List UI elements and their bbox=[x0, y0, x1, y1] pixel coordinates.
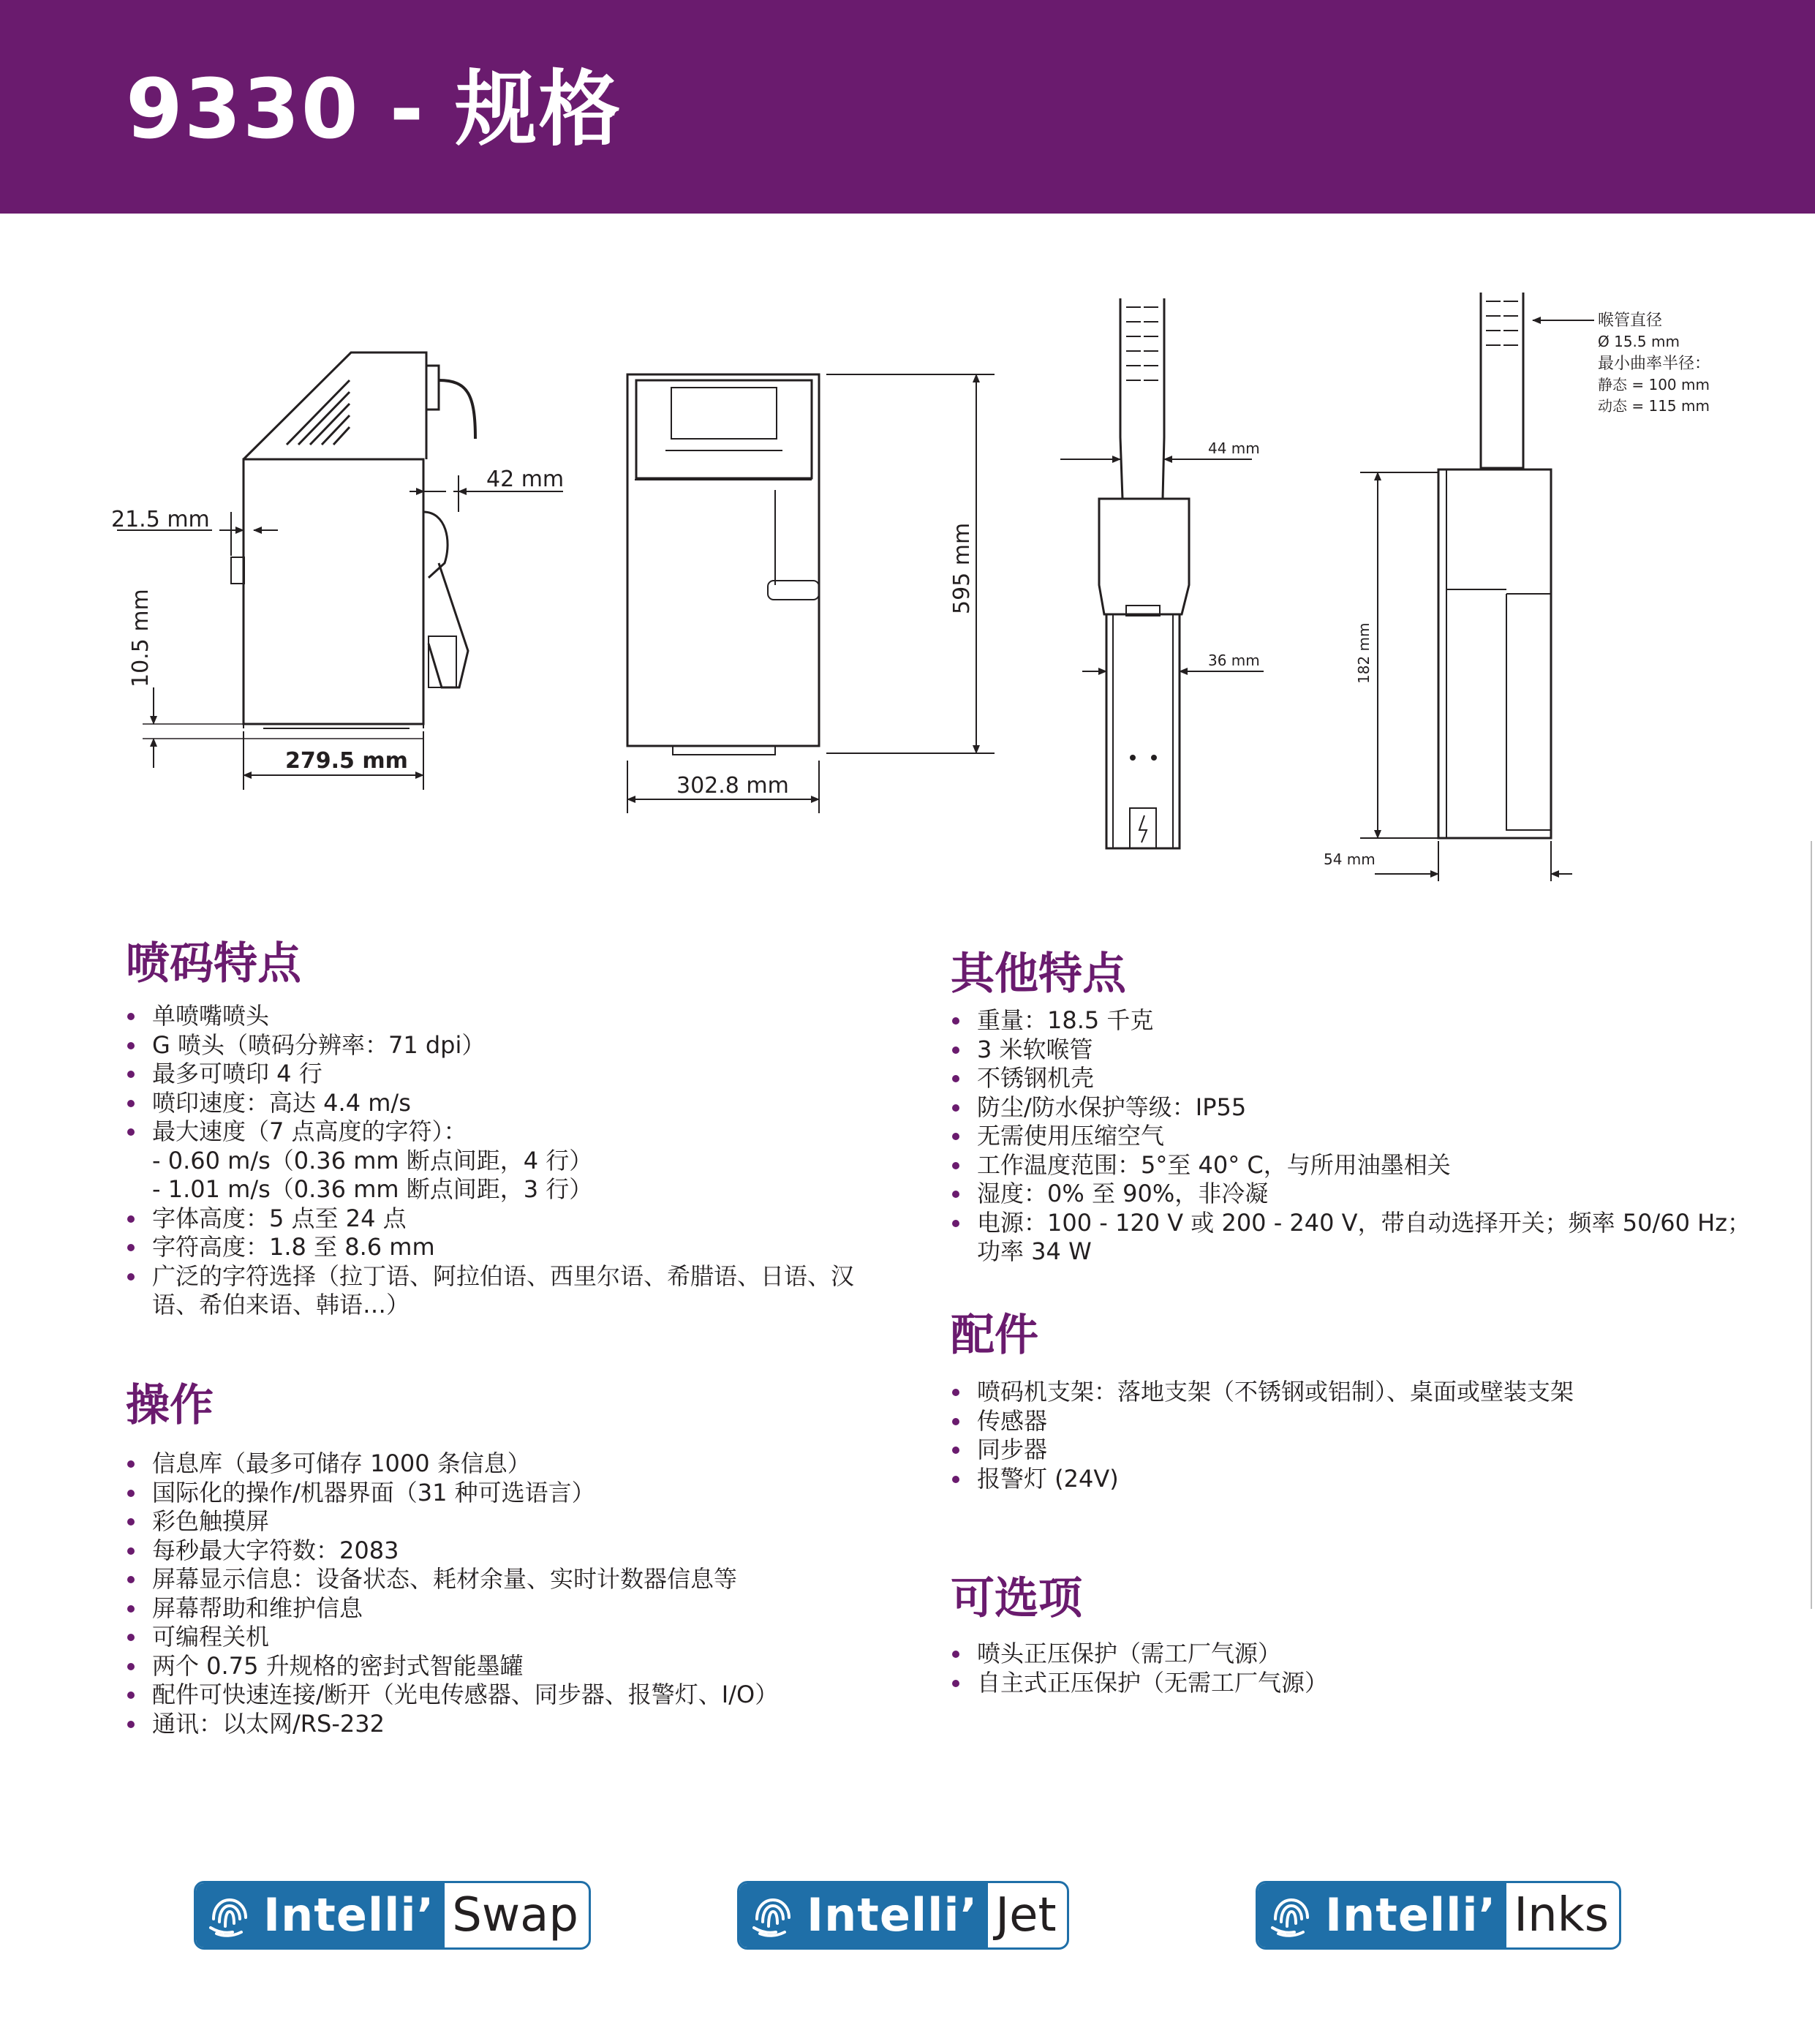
list-item: 广泛的字符选择（拉丁语、阿拉伯语、西里尔语、希腊语、日语、汉 bbox=[126, 1262, 916, 1291]
logo-brand: Intelli’ bbox=[1325, 1888, 1497, 1942]
list-item: 彩色触摸屏 bbox=[126, 1507, 916, 1536]
page-title: 9330 - 规格 bbox=[126, 62, 622, 157]
list-item: 电源：100 - 120 V 或 200 - 240 V，带自动选择开关；频率 50/60 Hz； bbox=[951, 1209, 1784, 1238]
svg-text:静态 = 100 mm: 静态 = 100 mm bbox=[1598, 376, 1710, 393]
list-item: 信息库（最多可储存 1000 条信息） bbox=[126, 1449, 916, 1479]
list-item: 喷码机支架：落地支架（不锈钢或铝制）、桌面或壁装支架 bbox=[951, 1378, 1784, 1407]
logo-intelli-swap bbox=[194, 1881, 591, 1950]
list-item: 配件可快速连接/断开（光电传感器、同步器、报警灯、I/O） bbox=[126, 1681, 916, 1710]
list-item: 重量：18.5 千克 bbox=[951, 1006, 1784, 1036]
dim-front-width: 302.8 mm bbox=[676, 773, 789, 799]
side-view-drawing bbox=[117, 352, 563, 790]
dim-side-width: 279.5 mm bbox=[285, 748, 408, 774]
list-item: 单喷嘴喷头 bbox=[126, 1002, 916, 1031]
list-item: 喷印速度：高达 4.4 m/s bbox=[126, 1089, 916, 1118]
section-options bbox=[951, 1569, 1784, 1697]
list-item: 可编程关机 bbox=[126, 1623, 916, 1652]
dim-side-offset: 21.5 mm bbox=[111, 507, 210, 532]
dim-head-inner: 36 mm bbox=[1208, 652, 1260, 669]
logo-suffix: Inks bbox=[1514, 1888, 1610, 1942]
section-title: 喷码特点 bbox=[126, 938, 301, 989]
list-item: 字体高度：5 点至 24 点 bbox=[126, 1204, 916, 1234]
section-title: 可选项 bbox=[951, 1573, 1082, 1624]
dim-side-foot: 10.5 mm bbox=[128, 589, 154, 687]
list-item: 工作温度范围：5°至 40° C，与所用油墨相关 bbox=[951, 1151, 1784, 1180]
list-subitem: - 0.60 m/s（0.36 mm 断点间距，4 行） bbox=[152, 1146, 593, 1174]
fingerprint-icon bbox=[1265, 1890, 1316, 1941]
list-item: 无需使用压缩空气 bbox=[951, 1122, 1784, 1151]
list-item: 同步器 bbox=[951, 1436, 1784, 1465]
list-item: 自主式正压保护（无需工厂气源） bbox=[951, 1669, 1784, 1698]
list-item: 报警灯 (24V) bbox=[951, 1465, 1784, 1494]
svg-text:动态 = 115 mm: 动态 = 115 mm bbox=[1598, 397, 1710, 415]
list-item: 通讯：以太网/RS-232 bbox=[126, 1710, 916, 1739]
dim-front-height: 595 mm bbox=[949, 522, 975, 614]
list-item: 字符高度：1.8 至 8.6 mm bbox=[126, 1233, 916, 1262]
list-item: 屏幕显示信息：设备状态、耗材余量、实时计数器信息等 bbox=[126, 1565, 916, 1594]
list-item: 传感器 bbox=[951, 1407, 1784, 1436]
page-edge-rule bbox=[1811, 841, 1812, 1609]
list-item: 防尘/防水保护等级：IP55 bbox=[951, 1093, 1784, 1123]
list-item: G 喷头（喷码分辨率：71 dpi） bbox=[126, 1031, 916, 1060]
logo-intelli-jet bbox=[737, 1881, 1069, 1950]
section-other bbox=[951, 945, 1784, 1267]
dim-head-height: 182 mm bbox=[1355, 622, 1373, 684]
umbilical-note bbox=[1598, 312, 1710, 415]
printhead-side-drawing bbox=[1360, 293, 1594, 881]
logo-brand: Intelli’ bbox=[263, 1888, 435, 1942]
section-title: 其他特点 bbox=[951, 949, 1126, 1000]
svg-text:Ø 15.5 mm: Ø 15.5 mm bbox=[1598, 333, 1680, 350]
section-accessories bbox=[951, 1306, 1784, 1493]
list-subitem: 功率 34 W bbox=[977, 1237, 1092, 1265]
logo-suffix: Swap bbox=[452, 1888, 579, 1942]
section-operation bbox=[126, 1376, 916, 1738]
dim-head-depth: 54 mm bbox=[1324, 851, 1376, 868]
section-coding bbox=[126, 935, 916, 1320]
list-item: 不锈钢机壳 bbox=[951, 1064, 1784, 1093]
logo-brand: Intelli’ bbox=[807, 1888, 978, 1942]
list-item: 每秒最大字符数：2083 bbox=[126, 1536, 916, 1566]
list-item: 两个 0.75 升规格的密封式智能墨罐 bbox=[126, 1652, 916, 1681]
list-item: 屏幕帮助和维护信息 bbox=[126, 1594, 916, 1623]
printhead-front-drawing bbox=[1060, 298, 1264, 848]
logo-suffix: Jet bbox=[995, 1888, 1057, 1942]
list-item: 喷头正压保护（需工厂气源） bbox=[951, 1640, 1784, 1669]
fingerprint-icon bbox=[747, 1890, 798, 1941]
list-item: 湿度：0% 至 90%，非冷凝 bbox=[951, 1180, 1784, 1209]
dim-head-width: 44 mm bbox=[1208, 440, 1260, 457]
fingerprint-icon bbox=[203, 1890, 254, 1941]
list-subitem: 语、希伯来语、韩语…） bbox=[152, 1291, 410, 1319]
dim-side-gap: 42 mm bbox=[486, 467, 565, 492]
list-subitem: - 1.01 m/s（0.36 mm 断点间距，3 行） bbox=[152, 1175, 593, 1203]
section-title: 操作 bbox=[126, 1380, 214, 1431]
svg-text:喉管直径: 喉管直径 bbox=[1598, 312, 1663, 330]
svg-text:最小曲率半径：: 最小曲率半径： bbox=[1598, 355, 1711, 373]
list-item: 最多可喷印 4 行 bbox=[126, 1060, 916, 1089]
list-item: 国际化的操作/机器界面（31 种可选语言） bbox=[126, 1479, 916, 1508]
front-view-drawing bbox=[627, 374, 995, 813]
list-item: 最大速度（7 点高度的字符）： bbox=[126, 1117, 916, 1147]
dimension-drawings bbox=[0, 0, 1815, 900]
logo-intelli-inks bbox=[1256, 1881, 1621, 1950]
list-item: 3 米软喉管 bbox=[951, 1036, 1784, 1065]
section-title: 配件 bbox=[951, 1310, 1038, 1361]
